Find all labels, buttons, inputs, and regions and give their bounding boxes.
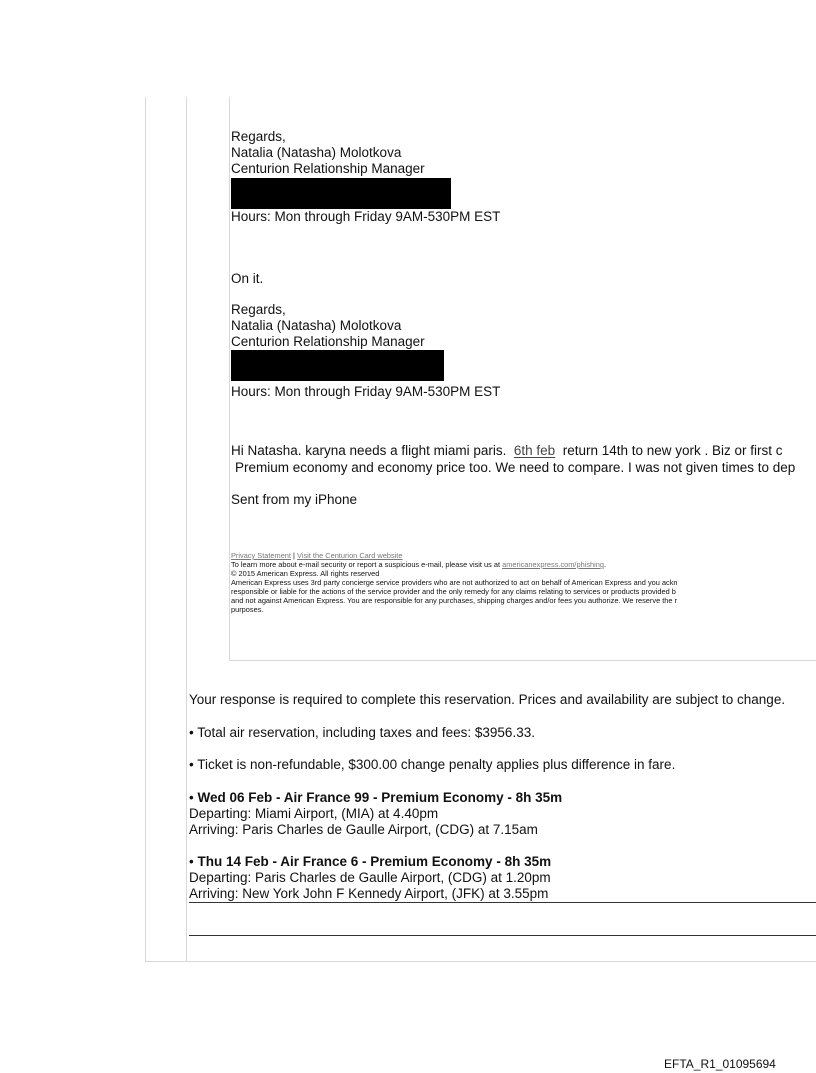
document-id: EFTA_R1_01095694 [664,1057,776,1071]
ticket-terms-item [189,757,675,773]
redaction-block [231,350,444,381]
email-body: On it. [231,271,264,286]
sender-name: Natalia (Natasha) Molotkova [231,145,402,160]
bullet: • [189,725,194,740]
flight-1-arriving: Arriving: Paris Charles de Gaulle Airport, (CDG) at 7.15am [189,822,538,837]
total-price-item [189,725,535,741]
bullet: • [189,854,194,869]
flight-1-departing: Departing: Miami Airport, (MIA) at 4.40pm [189,806,439,821]
outer-frame-left-border [145,97,146,961]
sender-name: Natalia (Natasha) Molotkova [231,318,402,333]
sender-title: Centurion Relationship Manager [231,161,425,176]
security-notice [231,560,606,569]
rule-line [189,902,816,903]
quote-frame-left-border [229,97,230,660]
bullet: • [189,757,194,772]
flight-2-header [189,854,551,870]
email-body-line-2: Premium economy and economy price too. We need to compare. I was not given times to dep [235,460,796,475]
disclaimer-line-2: responsible or liable for the actions of the service provider and the only remedy for any claims relating to services or products provided b [231,587,676,596]
redaction-block [231,178,451,209]
ticket-terms-text: Ticket is non-refundable, $300.00 change penalty applies plus difference in fare. [197,757,676,772]
flight-1-header-text: Wed 06 Feb - Air France 99 - Premium Economy - 8h 35m [197,790,563,805]
quote-frame-bottom-border [229,660,816,661]
disclaimer-line-3: and not against American Express. You are responsible for any purchases, shipping charges and/or fees you authorize. We reserve the r [231,596,678,605]
link-separator: | [293,551,295,560]
flight-2-header-text: Thu 14 Feb - Air France 6 - Premium Economy - 8h 35m [197,854,552,869]
sender-title: Centurion Relationship Manager [231,334,425,349]
total-price-text: Total air reservation, including taxes and fees: $3956.33. [197,725,535,740]
security-notice-text: To learn more about e-mail security or report a suspicious e-mail, please visit us at [231,560,501,569]
email-signature: Sent from my iPhone [231,492,358,507]
email-body-line-1 [231,443,783,459]
frame-bottom-border [145,961,816,962]
email-body-text: Hi Natasha. karyna needs a flight miami paris. [231,443,507,458]
date-link[interactable]: 6th feb [513,443,556,458]
inner-frame-left-border [186,97,187,961]
bullet: • [189,790,194,805]
footer-links [231,551,402,560]
office-hours: Hours: Mon through Friday 9AM-530PM EST [231,209,501,224]
email-body-text: return 14th to new york . Biz or first c [562,443,783,458]
copyright-text: © 2015 American Express. All rights reserved [231,569,380,578]
flight-1-header [189,790,562,806]
security-notice-period: . [604,560,607,569]
disclaimer-line-4: purposes. [231,605,264,614]
phishing-link[interactable]: americanexpress.com/phishing [502,560,604,569]
disclaimer-line-1: American Express uses 3rd party concierge service providers who are not authorized to act on behalf of American Express and you ackn [231,578,678,587]
centurion-website-link[interactable]: Visit the Centurion Card website [297,551,403,560]
regards-text: Regards, [231,129,286,144]
office-hours: Hours: Mon through Friday 9AM-530PM EST [231,384,501,399]
reservation-notice: Your response is required to complete this reservation. Prices and availability are subject to change. [189,692,786,707]
rule-line [189,935,816,936]
regards-text: Regards, [231,302,286,317]
flight-2-arriving: Arriving: New York John F Kennedy Airport, (JFK) at 3.55pm [189,886,549,901]
privacy-statement-link[interactable]: Privacy Statement [231,551,291,560]
flight-2-departing: Departing: Paris Charles de Gaulle Airport, (CDG) at 1.20pm [189,870,551,885]
